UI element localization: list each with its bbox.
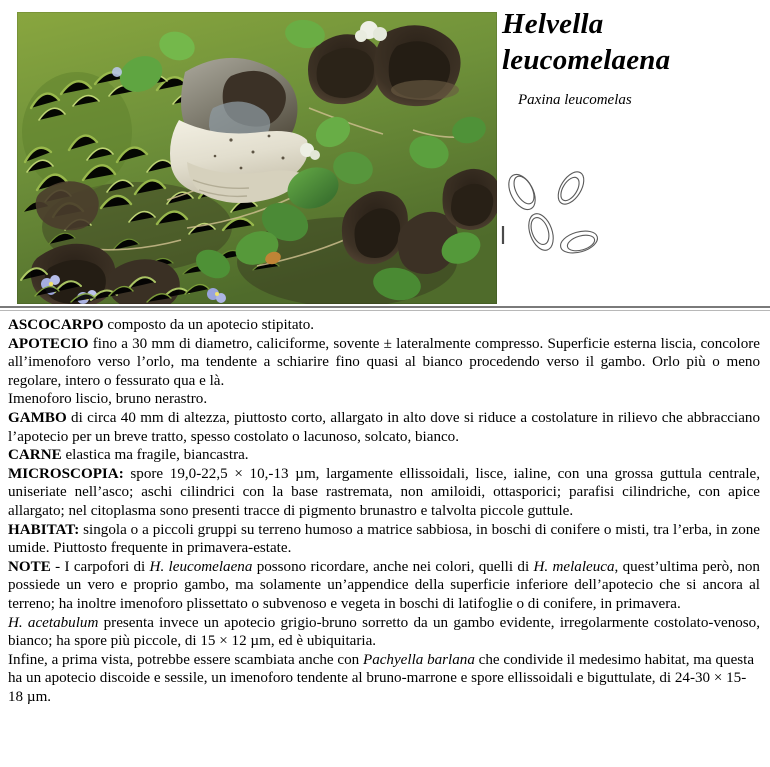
species-name-epithet: leucomelaena	[502, 44, 671, 76]
species-name	[502, 6, 764, 78]
note-segment-3: , quest’ultima però, non possiede un vero e proprio gambo, ma solamente un’appendice della superficie inferiore dell’apotecio che si ancora al terreno; ha inoltre imenoforo plissettato o subvenoso e vegeta in boschi di latifoglie o di conifere, in primavera.	[8, 558, 760, 612]
text-carne: elastica ma fragile, biancastra.	[61, 447, 249, 464]
term-carne: CARNE	[8, 447, 62, 464]
paragraph-note	[8, 558, 760, 614]
species-photograph	[17, 12, 497, 304]
text-microscopia: spore 19,0-22,5 × 10,-13 µm, largamente ellissoidali, lisce, ialine, con una grossa guttula centrale, uniseriate nell’asco; aschi cilindrici con la base rastremata, non amiloidi, ottasporici; parafisi cilindriche, con apice allargato; nel citoplasma sono presenti tracce di pigmento brunastro e talvolta piccole guttule.	[8, 465, 760, 519]
text-apotecio: fino a 30 mm di diametro, caliciforme, sovente ± lateralmente compresso. Superficie esterna liscia, concolore all’imenoforo verso l’orlo, ma tendente a schiarire fino quasi al bianco procedendo verso il gambo. Orlo più o meno regolare, intero o fessurato qua e là.	[8, 335, 760, 389]
species-name-genus: Helvella	[502, 8, 604, 40]
paragraph-apotecio	[8, 335, 760, 391]
description-body	[8, 316, 760, 706]
divider-rule-top	[0, 306, 770, 308]
note-segment-1: - I carpofori di	[50, 558, 150, 575]
text-imenoforo: Imenoforo liscio, bruno nerastro.	[8, 391, 208, 408]
photograph-canvas	[17, 12, 497, 304]
paragraph-habitat	[8, 521, 760, 558]
text-habitat: singola o a piccoli gruppi su terreno humoso a matrice sabbiosa, in boschi di conifere o misti, tra l’erba, in zone umide. Piuttosto frequente in primavera-estate.	[8, 521, 760, 557]
term-note: NOTE	[8, 558, 51, 575]
divider-rule-bottom	[0, 310, 770, 311]
term-microscopia: MICROSCOPIA:	[8, 465, 124, 482]
term-ascocarpo: ASCOCARPO	[8, 317, 104, 333]
paragraph-pachyella	[8, 651, 760, 707]
header-divider	[0, 306, 770, 312]
pachyella-segment-2: che condivide il medesimo habitat, ma questa ha un apotecio discoide e sessile, un imenoforo tendente al bruno-marrone e spore ellissoidali e biguttulate, di 24-30 × 15-18 µm.	[8, 651, 755, 705]
paragraph-carne	[8, 446, 760, 465]
paragraph-microscopia	[8, 465, 760, 521]
note-species-melaleuca: H. melaleuca	[533, 558, 615, 575]
paragraph-ascocarpo	[8, 316, 760, 335]
paragraph-acetabulum	[8, 614, 760, 651]
term-apotecio: APOTECIO	[8, 335, 89, 352]
spore-illustration	[495, 160, 685, 270]
header-section	[0, 0, 770, 311]
text-acetabulum: presenta invece un apotecio grigio-bruno sorretto da un gambo evidente, irregolarmente costolato-venoso, bianco; ha spore più piccole, di 15 × 12 µm, ed è ubiquitaria.	[8, 614, 760, 650]
pachyella-segment-1: Infine, a prima vista, potrebbe essere scambiata anche con	[8, 651, 363, 668]
species-acetabulum: H. acetabulum	[8, 614, 99, 631]
note-segment-2: possono ricordare, anche nei colori, quelli di	[252, 558, 534, 575]
text-ascocarpo: composto da un apotecio stipitato.	[103, 317, 315, 333]
paragraph-imenoforo	[8, 390, 760, 409]
term-habitat: HABITAT:	[8, 521, 80, 538]
note-species-leucomelaena: H. leucomelaena	[149, 558, 253, 575]
term-gambo: GAMBO	[8, 409, 67, 426]
paragraph-gambo	[8, 409, 760, 446]
species-pachyella-barlana: Pachyella barlana	[362, 651, 475, 668]
text-gambo: di circa 40 mm di altezza, piuttosto corto, allargato in alto dove si riduce a costolature in rilievo che abbracciano l’apotecio per un breve tratto, spesso costolato o lacunoso, solcato, bianco.	[8, 409, 760, 445]
synonym-name: Paxina leucomelas	[518, 92, 632, 108]
title-block	[502, 6, 764, 109]
